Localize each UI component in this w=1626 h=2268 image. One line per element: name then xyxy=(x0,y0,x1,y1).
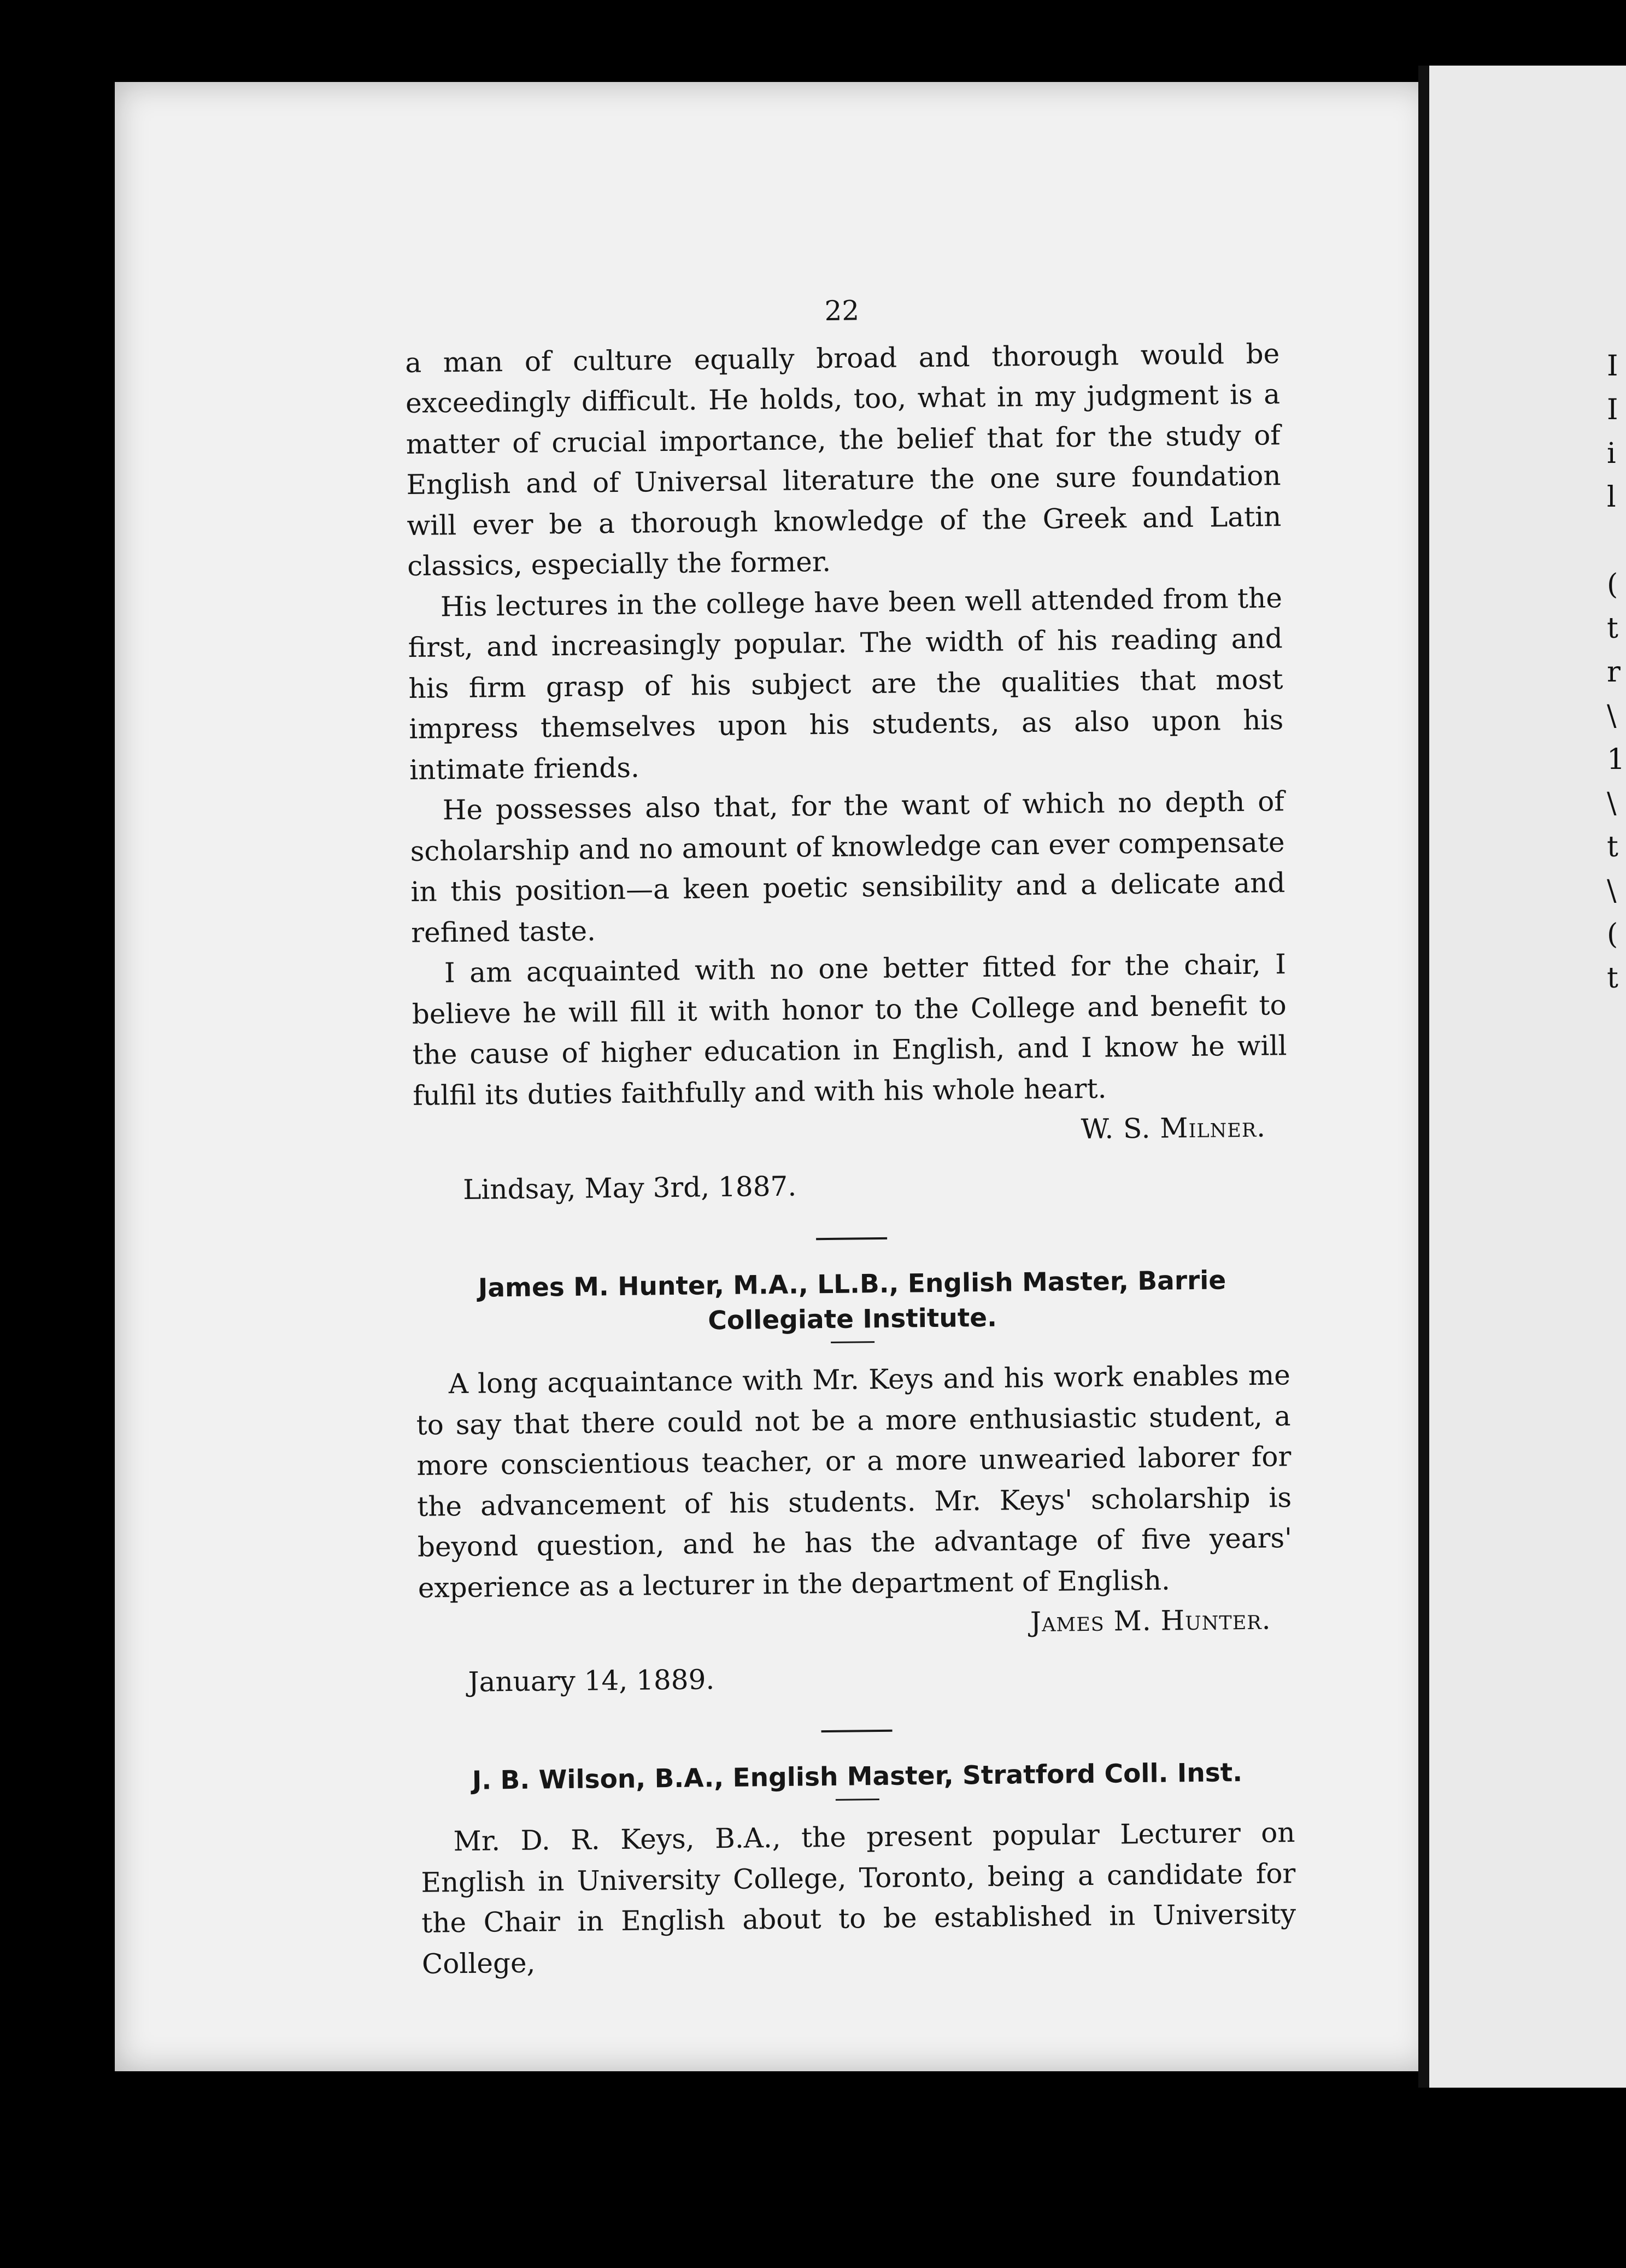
paragraph: I am acquainted with no one better fitted for the chair, I believe he will fill it with honor to the College and benefit to the cause of higher education in English, and I know he will fulfil its duties faithfully and with his whole heart. xyxy=(412,948,1287,1112)
letter-date: January 14, 1889. xyxy=(468,1663,715,1698)
testimonial-heading: J. B. Wilson, B.A., English Master, Stratford Coll. Inst. xyxy=(472,1758,1243,1796)
paragraph: He possesses also that, for the want of which no depth of scholarship and no amount of knowledge can ever compensate in this position—a keen poetic sensibility and a delicate and refined taste. xyxy=(410,785,1285,949)
facing-page xyxy=(1429,66,1626,2088)
section-divider xyxy=(821,1730,893,1732)
facing-page-text-fragment: I I i l ( t r \ 1 \ t \ ( t xyxy=(1607,350,1625,995)
testimonial-section xyxy=(420,1755,1296,1984)
page-number: 22 xyxy=(824,295,860,327)
letter-date: Lindsay, May 3rd, 1887. xyxy=(462,1170,797,1206)
signature: W. S. Milner. xyxy=(1081,1111,1266,1145)
testimonial-section xyxy=(415,1262,1294,1703)
paragraph: His lectures in the college have been well attended from the first, and increasingly popular. The width of his reading and his firm grasp of his subject are the qualities that most impress themselves upon his students, as also upon his intimate friends. xyxy=(408,581,1284,786)
paragraph: a man of culture equally broad and thorough would be exceedingly difficult. He holds, too, what in my judgment is a matter of crucial importance, the belief that for the study of English and of Universal literature the one sure foundation will ever be a thorough knowledge of the Greek and Latin classics, especially the former. xyxy=(404,337,1282,582)
signature: James M. Hunter. xyxy=(1030,1603,1271,1638)
section-divider xyxy=(816,1237,887,1240)
heading-underline xyxy=(831,1341,874,1343)
page-content xyxy=(404,286,1296,1984)
paragraph: A long acquaintance with Mr. Keys and his work enables me to say that there could not be a more enthusiastic student, a more conscientious teacher, or a more unwearied laborer for the advancement of his students. Mr. Keys' scholarship is beyond question, and he has the advantage of five years' experience as a lecturer in the department of English. xyxy=(416,1359,1293,1604)
paragraph: Mr. D. R. Keys, B.A., the present popular Lecturer on English in University College, Toronto, being a candidate for the Chair in English about to be established in University College, xyxy=(421,1817,1296,1980)
heading-underline xyxy=(836,1799,879,1801)
page-gutter xyxy=(1418,66,1429,2088)
testimonial-heading: James M. Hunter, M.A., LL.B., English Master, Barrie Collegiate Institute. xyxy=(478,1265,1226,1336)
